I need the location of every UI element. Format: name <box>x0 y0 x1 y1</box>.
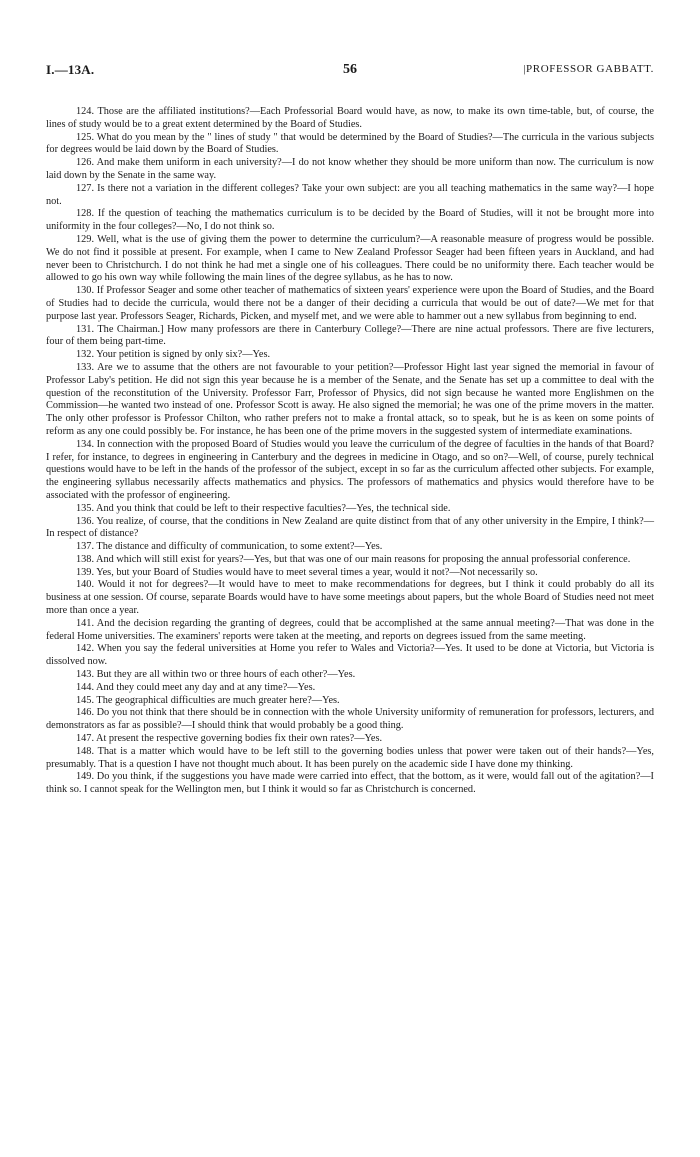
paragraph-149: 149. Do you think, if the suggestions you have made were carried into effect, that the bottom, as it were, would fall out of the agitation?—I think so. I cannot speak for the Wellington men, but I think it would so far as Christchurch is concerned. <box>46 771 654 796</box>
paragraph-142: 142. When you say the federal universities at Home you refer to Wales and Victoria?—Yes. It used to be done at Victoria, but Victoria is dissolved now. <box>46 643 654 668</box>
paragraph-147: 147. At present the respective governing bodies fix their own rates?—Yes. <box>76 733 383 745</box>
paragraph-134: 134. In connection with the proposed Board of Studies would you leave the curriculum of the degree of faculties in the hands of that Board? I refer, for instance, to degrees in engineering in Canterbury and the degrees in medicine in Otago, and so on?—Well, of course, purely technical questions would have to be left in the hands of the professor of the subject, except in so far as the curriculum affected other subjects. For example, the engineering syllabus necessarily affects mathematics and physics. The professors of mathematics and physics would therefore have to be associated with the professor of engineering. <box>46 438 654 501</box>
paragraph-136: 136. You realize, of course, that the conditions in New Zealand are quite distinct from that of any other university in the Empire, I think?—In respect of distance? <box>46 515 654 540</box>
paragraph-143: 143. But they are all within two or three hours of each other?—Yes. <box>76 669 356 681</box>
paragraph-146: 146. Do you not think that there should be in connection with the whole University uniformity of remuneration for professors, lecturers, and demonstrators as far as possible?—I should think that would probably be a good thing. <box>46 707 654 732</box>
paragraph-139: 139. Yes, but your Board of Studies would have to meet several times a year, would it not?—Not necessarily so. <box>76 566 538 578</box>
paragraph-125: 125. What do you mean by the " lines of study " that would be determined by the Board of Studies?—The curricula in the various subjects for degrees would be laid down by the Board of Studies. <box>46 131 654 156</box>
paragraph-138: 138. And which will still exist for years?—Yes, but that was one of our main reasons for proposing the annual professorial conference. <box>76 553 631 565</box>
page-header <box>46 62 654 84</box>
paragraph-137: 137. The distance and difficulty of communication, to some extent?—Yes. <box>76 541 383 553</box>
testimony-body <box>46 106 654 797</box>
paragraph-144: 144. And they could meet any day and at any time?—Yes. <box>76 681 316 693</box>
page-number: 56 <box>343 62 357 77</box>
paragraph-141: 141. And the decision regarding the granting of degrees, could that be accomplished at the same annual meeting?—That was done in the federal Home universities. The examiners' reports were taken at the meeting, and reports on degrees issued from the same meeting. <box>46 617 654 642</box>
paragraph-128: 128. If the question of teaching the mathematics curriculum is to be decided by the Board of Studies, will it not be brought more into uniformity in the four colleges?—No, I do not think so. <box>46 208 654 233</box>
paragraph-135: 135. And you think that could be left to their respective faculties?—Yes, the technical side. <box>76 502 451 514</box>
paragraph-132: 132. Your petition is signed by only six?—Yes. <box>76 349 271 361</box>
paragraph-124: 124. Those are the affiliated institutions?—Each Professorial Board would have, as now, to make its own time-table, but, of course, the lines of study would be to a great extent determined by the Board of Studies. <box>46 106 654 130</box>
paragraph-130: 130. If Professor Seager and some other teacher of mathematics of sixteen years' experience were upon the Board of Studies, and the Board of Studies had to decide the curricula, would there not be a danger of their deciding a curricula that would be out of date?—We met for that purpose last year. Professors Seager, Richards, Picken, and myself met, and we were able to hammer out a new syllabus from beginning to end. <box>46 285 654 322</box>
paragraph-148: 148. That is a matter which would have to be left still to the governing bodies unless that power were taken out of their hands?—Yes, presumably. That is a question I have not thought much about. It has been purely on the academic side I have done my thinking. <box>46 745 654 770</box>
paragraph-133: 133. Are we to assume that the others are not favourable to your petition?—Professor Hight last year signed the memorial in favour of Professor Laby's petition. He did not sign this year because he is a member of the Senate, and the Senate has set up a committee to deal with the question of the reconstitution of the University. Professor Farr, Professor of Physics, did not sign because he wanted more Englishmen on the Commission—he wanted two instead of one. Professor Scott is away. He also signed the memorial; he was one of the prime movers in the matter. The only other professor is Professor Chilton, who rather prefers not to make a frontal attack, so to speak, but he is as keen on some points of reform as any one could possibly be. For instance, he has been one of the prime movers in the suggested system of intermediate examinations. <box>46 361 654 437</box>
paragraph-145: 145. The geographical difficulties are much greater here?—Yes. <box>76 694 340 706</box>
witness-name: |PROFESSOR GABBATT. <box>523 63 654 75</box>
paragraph-140: 140. Would it not for degrees?—It would have to meet to make recommendations for degrees, but I think it could probably do all its business at one session. Of course, separate Boards would have to have some meetings about papers, but the whole Board of Studies need not meet more than once a year. <box>46 579 654 617</box>
document-reference: I.—13A. <box>46 62 95 77</box>
paragraph-129: 129. Well, what is the use of giving them the power to determine the curriculum?—A reasonable measure of progress would be possible. We do not find it possible at present. For example, when I came to New Zealand Professor Seager had been fifteen years in Auckland, and had never been to Christchurch. I do not think he had met a single one of his colleagues. There could be no uniformity there. Each teacher would be allowed to go his own way while following the main lines of the degree syllabus, as he has to now. <box>46 233 654 284</box>
paragraph-127: 127. Is there not a variation in the different colleges? Take your own subject: are you all teaching mathematics in the same way?—I hope not. <box>46 182 654 207</box>
paragraph-131: 131. The Chairman.] How many professors are there in Canterbury College?—There are nine actual professors. There are five lecturers, four of them being part-time. <box>46 323 654 348</box>
paragraph-126: 126. And make them uniform in each university?—I do not know whether they should be more uniform than now. The curriculum is now laid down by the Senate in the same way. <box>46 157 654 181</box>
